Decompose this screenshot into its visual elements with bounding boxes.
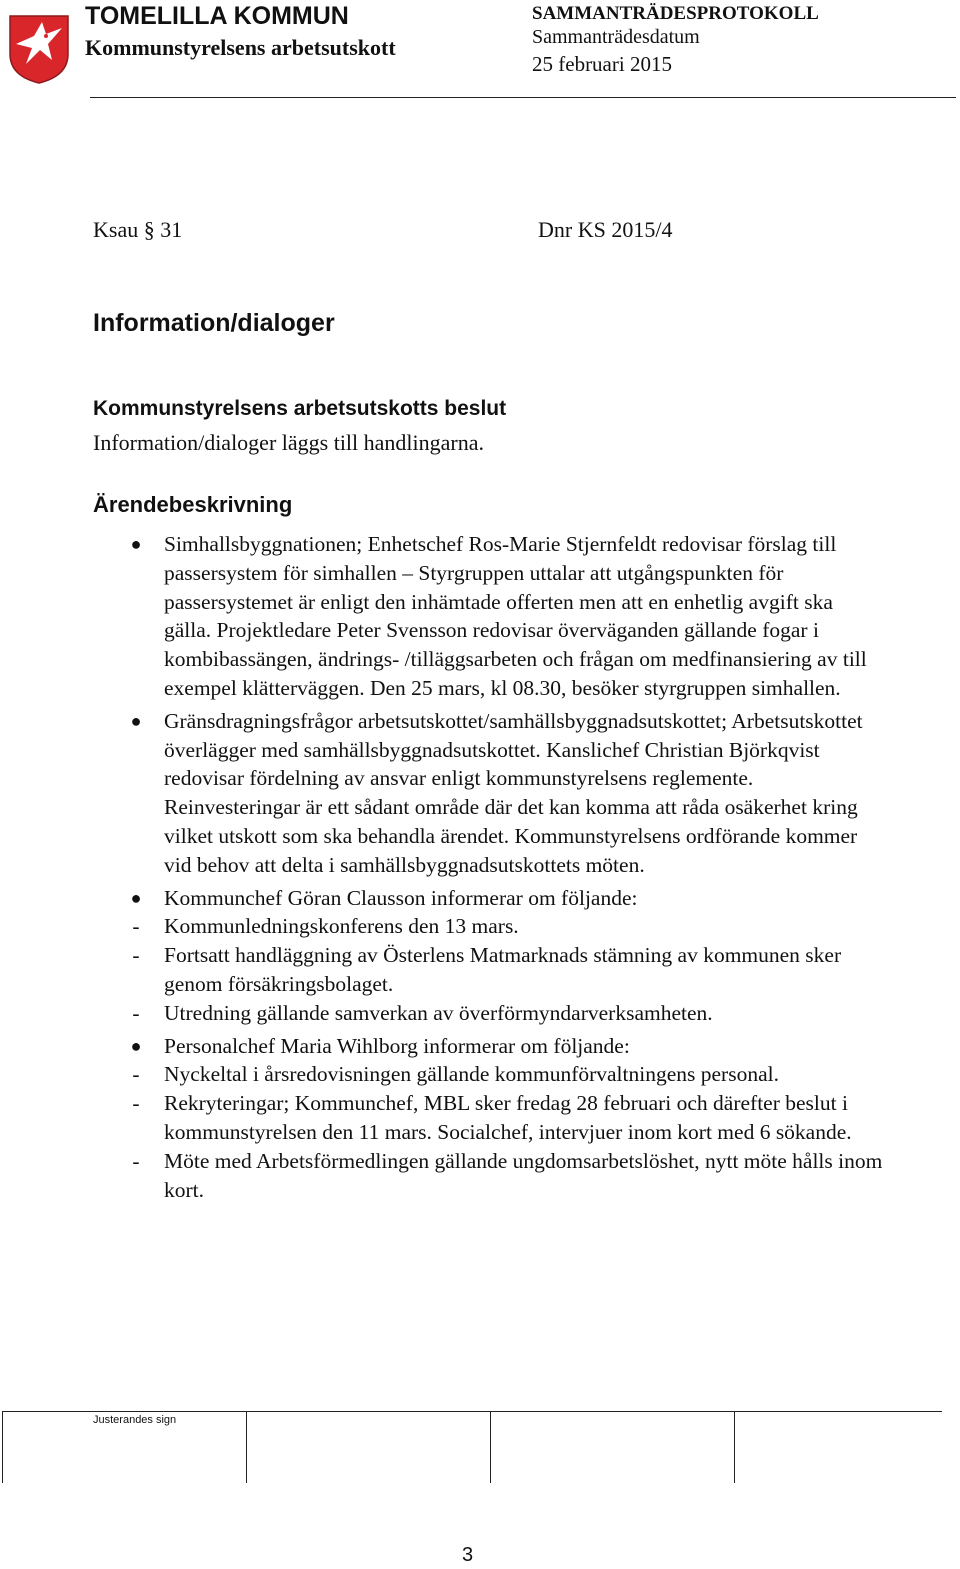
dash-icon: - bbox=[132, 914, 140, 939]
decision-heading: Kommunstyrelsens arbetsutskotts beslut bbox=[93, 397, 507, 420]
dash-icon: - bbox=[132, 1062, 140, 1087]
footer-divider bbox=[2, 1411, 942, 1412]
list-item bbox=[93, 941, 883, 999]
meeting-date: 25 februari 2015 bbox=[532, 52, 672, 76]
municipal-crest-icon bbox=[8, 14, 70, 84]
bullet-icon: ● bbox=[130, 710, 142, 731]
decision-text: Information/dialoger läggs till handlingarna. bbox=[93, 430, 485, 455]
signature-box bbox=[246, 1411, 247, 1483]
dash-icon: - bbox=[132, 943, 140, 968]
signature-footer bbox=[2, 1411, 942, 1483]
list-item bbox=[93, 1032, 883, 1061]
bullet-icon: ● bbox=[130, 534, 142, 554]
page-number: 3 bbox=[462, 1544, 474, 1566]
list-item bbox=[93, 999, 883, 1028]
dash-icon: - bbox=[132, 1000, 140, 1025]
case-number: Dnr KS 2015/4 bbox=[538, 217, 673, 242]
list-item-text: Gränsdragningsfrågor arbetsutskottet/samhällsbyggnadsutskottet; Arbetsutskottet överlägger med samhällsbyggnadsutskottet. Kanslichef Christian Björkqvist redovisar fördelning av ansvar enligt kommunstyrelsens reglemente. Reinvesteringar är ett sådant område där det kan komma att råda osäkerhet kring vilket utskott som ska behandla ärendet. Kommunstyrelsens ordförande kommer vid behov att delta i samhällsbyggnadsutskottets möten. bbox=[164, 708, 863, 877]
list-item-text: Rekryteringar; Kommunchef, MBL sker fredag 28 februari och därefter beslut i kommunstyrelsen den 11 mars. Socialchef, intervjuer inom kort med 6 sökande. bbox=[164, 1091, 852, 1144]
dash-icon: - bbox=[132, 1091, 140, 1116]
list-item-text: Utredning gällande samverkan av överförmyndarverksamheten. bbox=[164, 1000, 713, 1025]
description-heading: Ärendebeskrivning bbox=[93, 492, 293, 517]
list-item bbox=[93, 1089, 883, 1147]
bullet-icon: ● bbox=[130, 1035, 142, 1056]
list-item-text: Möte med Arbetsförmedlingen gällande ungdomsarbetslöshet, nytt möte hålls inom kort. bbox=[164, 1148, 883, 1202]
document-type: SAMMANTRÄDESPROTOKOLL bbox=[532, 3, 819, 24]
list-item bbox=[93, 530, 883, 703]
signature-box bbox=[490, 1411, 491, 1483]
list-item-text: Simhallsbyggnationen; Enhetschef Ros-Marie Stjernfeldt redovisar förslag till passersystem för simhallen – Styrgruppen uttalar att utgångspunkten för passersystemet är enligt den inhämtade offerten men att en enhetlig avgift ska gälla. Projektledare Peter Svensson redovisar överväganden gällande fogar i kombibassängen, ändrings- /tilläggsarbeten och frågan om medfinansiering av till exempel klätterväggen. Den 25 mars, kl 08.30, besöker styrgruppen simhallen. bbox=[164, 532, 867, 700]
list-item-text: Nyckeltal i årsredovisningen gällande kommunförvaltningens personal. bbox=[164, 1062, 779, 1087]
list-item-text: Personalchef Maria Wihlborg informerar om följande: bbox=[164, 1033, 630, 1058]
meeting-date-label: Sammanträdesdatum bbox=[532, 26, 700, 48]
page-title: Information/dialoger bbox=[93, 309, 335, 337]
description-list bbox=[93, 530, 883, 1204]
list-item-text: Kommunledningskonferens den 13 mars. bbox=[164, 914, 519, 939]
list-item bbox=[93, 912, 883, 941]
list-item bbox=[93, 707, 883, 880]
signature-label: Justerandes sign bbox=[93, 1414, 177, 1426]
signature-box bbox=[734, 1411, 735, 1483]
committee-name: Kommunstyrelsens arbetsutskott bbox=[85, 35, 396, 60]
list-item-text: Kommunchef Göran Clausson informerar om följande: bbox=[164, 885, 638, 910]
section-reference: Ksau § 31 bbox=[93, 217, 183, 242]
list-item bbox=[93, 1060, 883, 1089]
list-item bbox=[93, 1147, 883, 1205]
dash-icon: - bbox=[132, 1148, 140, 1173]
municipality-name: TOMELILLA KOMMUN bbox=[85, 2, 349, 30]
list-item-text: Fortsatt handläggning av Österlens Matmarknads stämning av kommunen sker genom försäkringsbolaget. bbox=[164, 943, 842, 996]
bullet-icon: ● bbox=[130, 887, 142, 908]
signature-box bbox=[2, 1411, 3, 1483]
list-item bbox=[93, 884, 883, 913]
header-divider bbox=[90, 97, 956, 98]
